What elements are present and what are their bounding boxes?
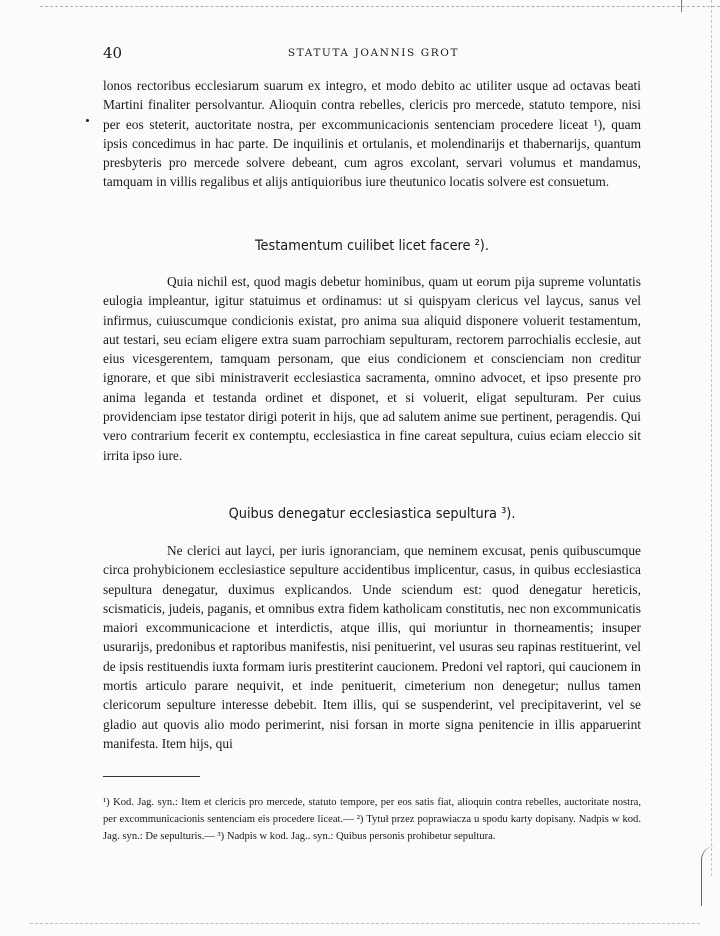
footnotes: ¹) Kod. Jag. syn.: Item et clericis pro mercede, statuto tempore, per eos satis fiat, alioquin contra rebelles, auctoritate nostra, per excommunicacionis sentenciam eis procedere liceat.— ²) Tytuł przez poprawiacza u spodu karty dopisany. Nadpis w kod. Jag. syn.: De sepulturis.— ³) Nadpis w kod. Jag.. syn.: Quibus personis prohibetur sepultura. <box>103 797 641 843</box>
heading-burial: Quibus denegatur ecclesiastica sepultura ³). <box>228 506 516 522</box>
paragraph-burial: Ne clerici aut layci, per iuris ignoranciam, que neminem excusat, penis quibuscumque circa prohybicionem ecclesiastice sepulture accidentibus implicentur, casus, in quibus ecclesiastica sepultura denegatur, duximus explicandos. Unde sciendum est: quod denegatur hereticis, scismaticis, judeis, paganis, et omnibus extra fidem katholicam constitutis, nec non excommunicatis maiori excommunicacione et interdictis, atque illis, qui moriuntur in thorneamentis; insuper usurarijs, predonibus et raptoribus manifestis, nisi penituerint, vel usuras seu rapinas restituerint, vel de ipsis restituendis iuxta formam iuris prestiterint caucionem. Predoni vel raptori, qui caucionem in mortis articulo parare nequivit, et inde penituerit, cimeterium non denegetur; nullus tamen clericorum sepulture interesse debebit. Item illis, qui se suspenderint, vel precipitaverint, vel se gladio aut quovis alio modo perimerint, nisi forsan in morte signa penitencie in illis apparuerint manifesta. Item hijs, qui <box>103 543 641 751</box>
page-header <box>103 44 644 64</box>
scan-edge-right <box>711 0 712 876</box>
page-number: 40 <box>103 44 123 62</box>
running-head: STATUTA JOANNIS GROT <box>287 47 460 59</box>
margin-mark <box>86 119 89 122</box>
footnote-rule <box>103 776 200 777</box>
scan-edge-bottom <box>30 923 700 924</box>
paragraph-testament: Quia nichil est, quod magis debetur hominibus, quam ut eorum pija supreme voluntatis eulogia impleantur, igitur statuimus et ordinamus: ut si quispyam clericus vel laycus, sanus vel infirmus, cuiuscumque condicionis existat, pro anima sua aliquid disponere voluerit testamentum, aut testari, seu eciam eligere extra suam parrochiam sepulturam, rectorem parrochialis ecclesie, aut eius vicesgerentem, tamquam personam, que eius condicionem et conscienciam non creditur ignorare, et que sibi ministraverit ecclesiastica sacramenta, omnino advocet, et ipso presente pro anima leganda et testanda ordinet et disponet, et si voluerit, eligat sepulturam. Per cuius providenciam ipse testator dirigi poterit in hijs, que ad salutem anime sue pertinent, peragendis. Qui vero contrarium fecerit ex contemptu, ecclesiastica in fine careat sepultura, cuius eciam eleccio sit irrita ipso iure. <box>103 274 641 463</box>
heading-testament: Testamentum cuilibet licet facere ²). <box>255 238 489 254</box>
page-curl <box>701 846 716 906</box>
scan-corner-mark <box>681 0 704 12</box>
paragraph-intro: lonos rectoribus ecclesiarum suarum ex integro, et modo debito ac utiliter usque ad octavas beati Martini finaliter persolvantur. Alioquin contra rebelles, clericis pro mercede, statuto tempore, nisi per eos steterit, auctoritate nostra, per excommunicacionis sentenciam procedere liceat ¹), quam ipsis concedimus in hac parte. De inquilinis et ortulanis, et molendinarijs et thabernarijs, quantum presbyteris pro mercede solvere debeant, cum agros excolant, servari volumus et mandamus, tamquam in villis regalibus et alijs antiquioribus iure theutunico locatis solvere est consuetum. <box>103 78 641 190</box>
scan-edge-top <box>40 6 720 7</box>
